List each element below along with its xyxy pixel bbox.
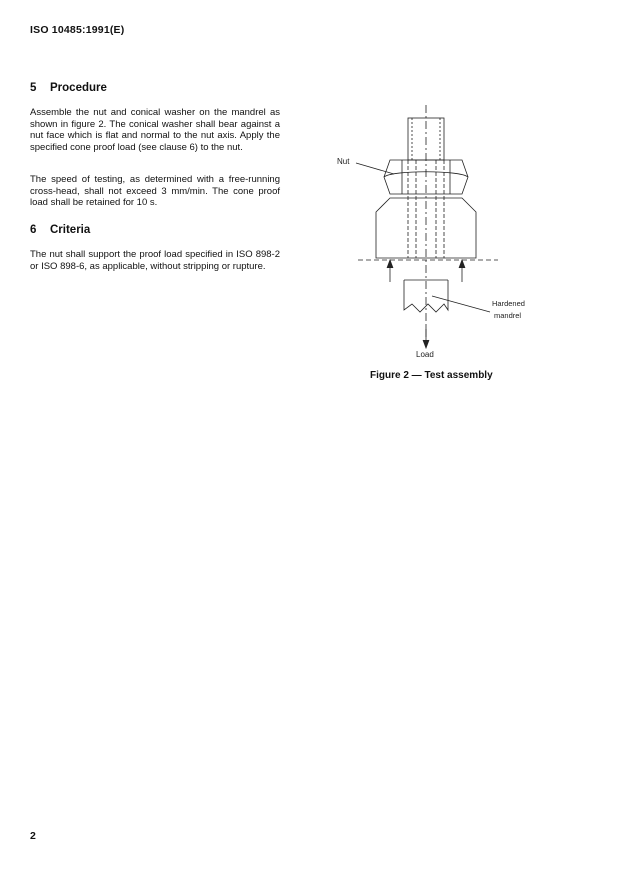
procedure-paragraph-2: The speed of testing, as determined with a free-running cross-head, shall not exceed 3 mm/min. The cone proof load shall be retained for 10 s. [30, 174, 280, 209]
section-number: 5 [30, 82, 37, 94]
page-number: 2 [30, 830, 36, 842]
nut-label: Nut [337, 157, 350, 166]
hardened-label: Hardened [492, 299, 525, 308]
section-number: 6 [30, 224, 37, 236]
section-heading-procedure [30, 82, 107, 94]
mandrel-label: mandrel [494, 311, 522, 320]
document-header: ISO 10485:1991(E) [30, 24, 125, 36]
section-title: Procedure [50, 82, 107, 94]
procedure-paragraph-1: Assemble the nut and conical washer on the mandrel as shown in figure 2. The conical washer shall bear against a nut face which is flat and normal to the nut axis. Apply the specified cone proof load (see clause 6) to the nut. [30, 107, 280, 153]
figure-caption: Figure 2 — Test assembly [370, 370, 493, 381]
test-assembly-figure [320, 100, 530, 370]
load-label: Load [416, 350, 434, 359]
criteria-paragraph-1: The nut shall support the proof load specified in ISO 898-2 or ISO 898-6, as applicable, without stripping or rupture. [30, 249, 280, 272]
mandrel-leader-line [432, 296, 490, 312]
section-heading-criteria [30, 224, 90, 236]
section-title: Criteria [50, 224, 91, 236]
